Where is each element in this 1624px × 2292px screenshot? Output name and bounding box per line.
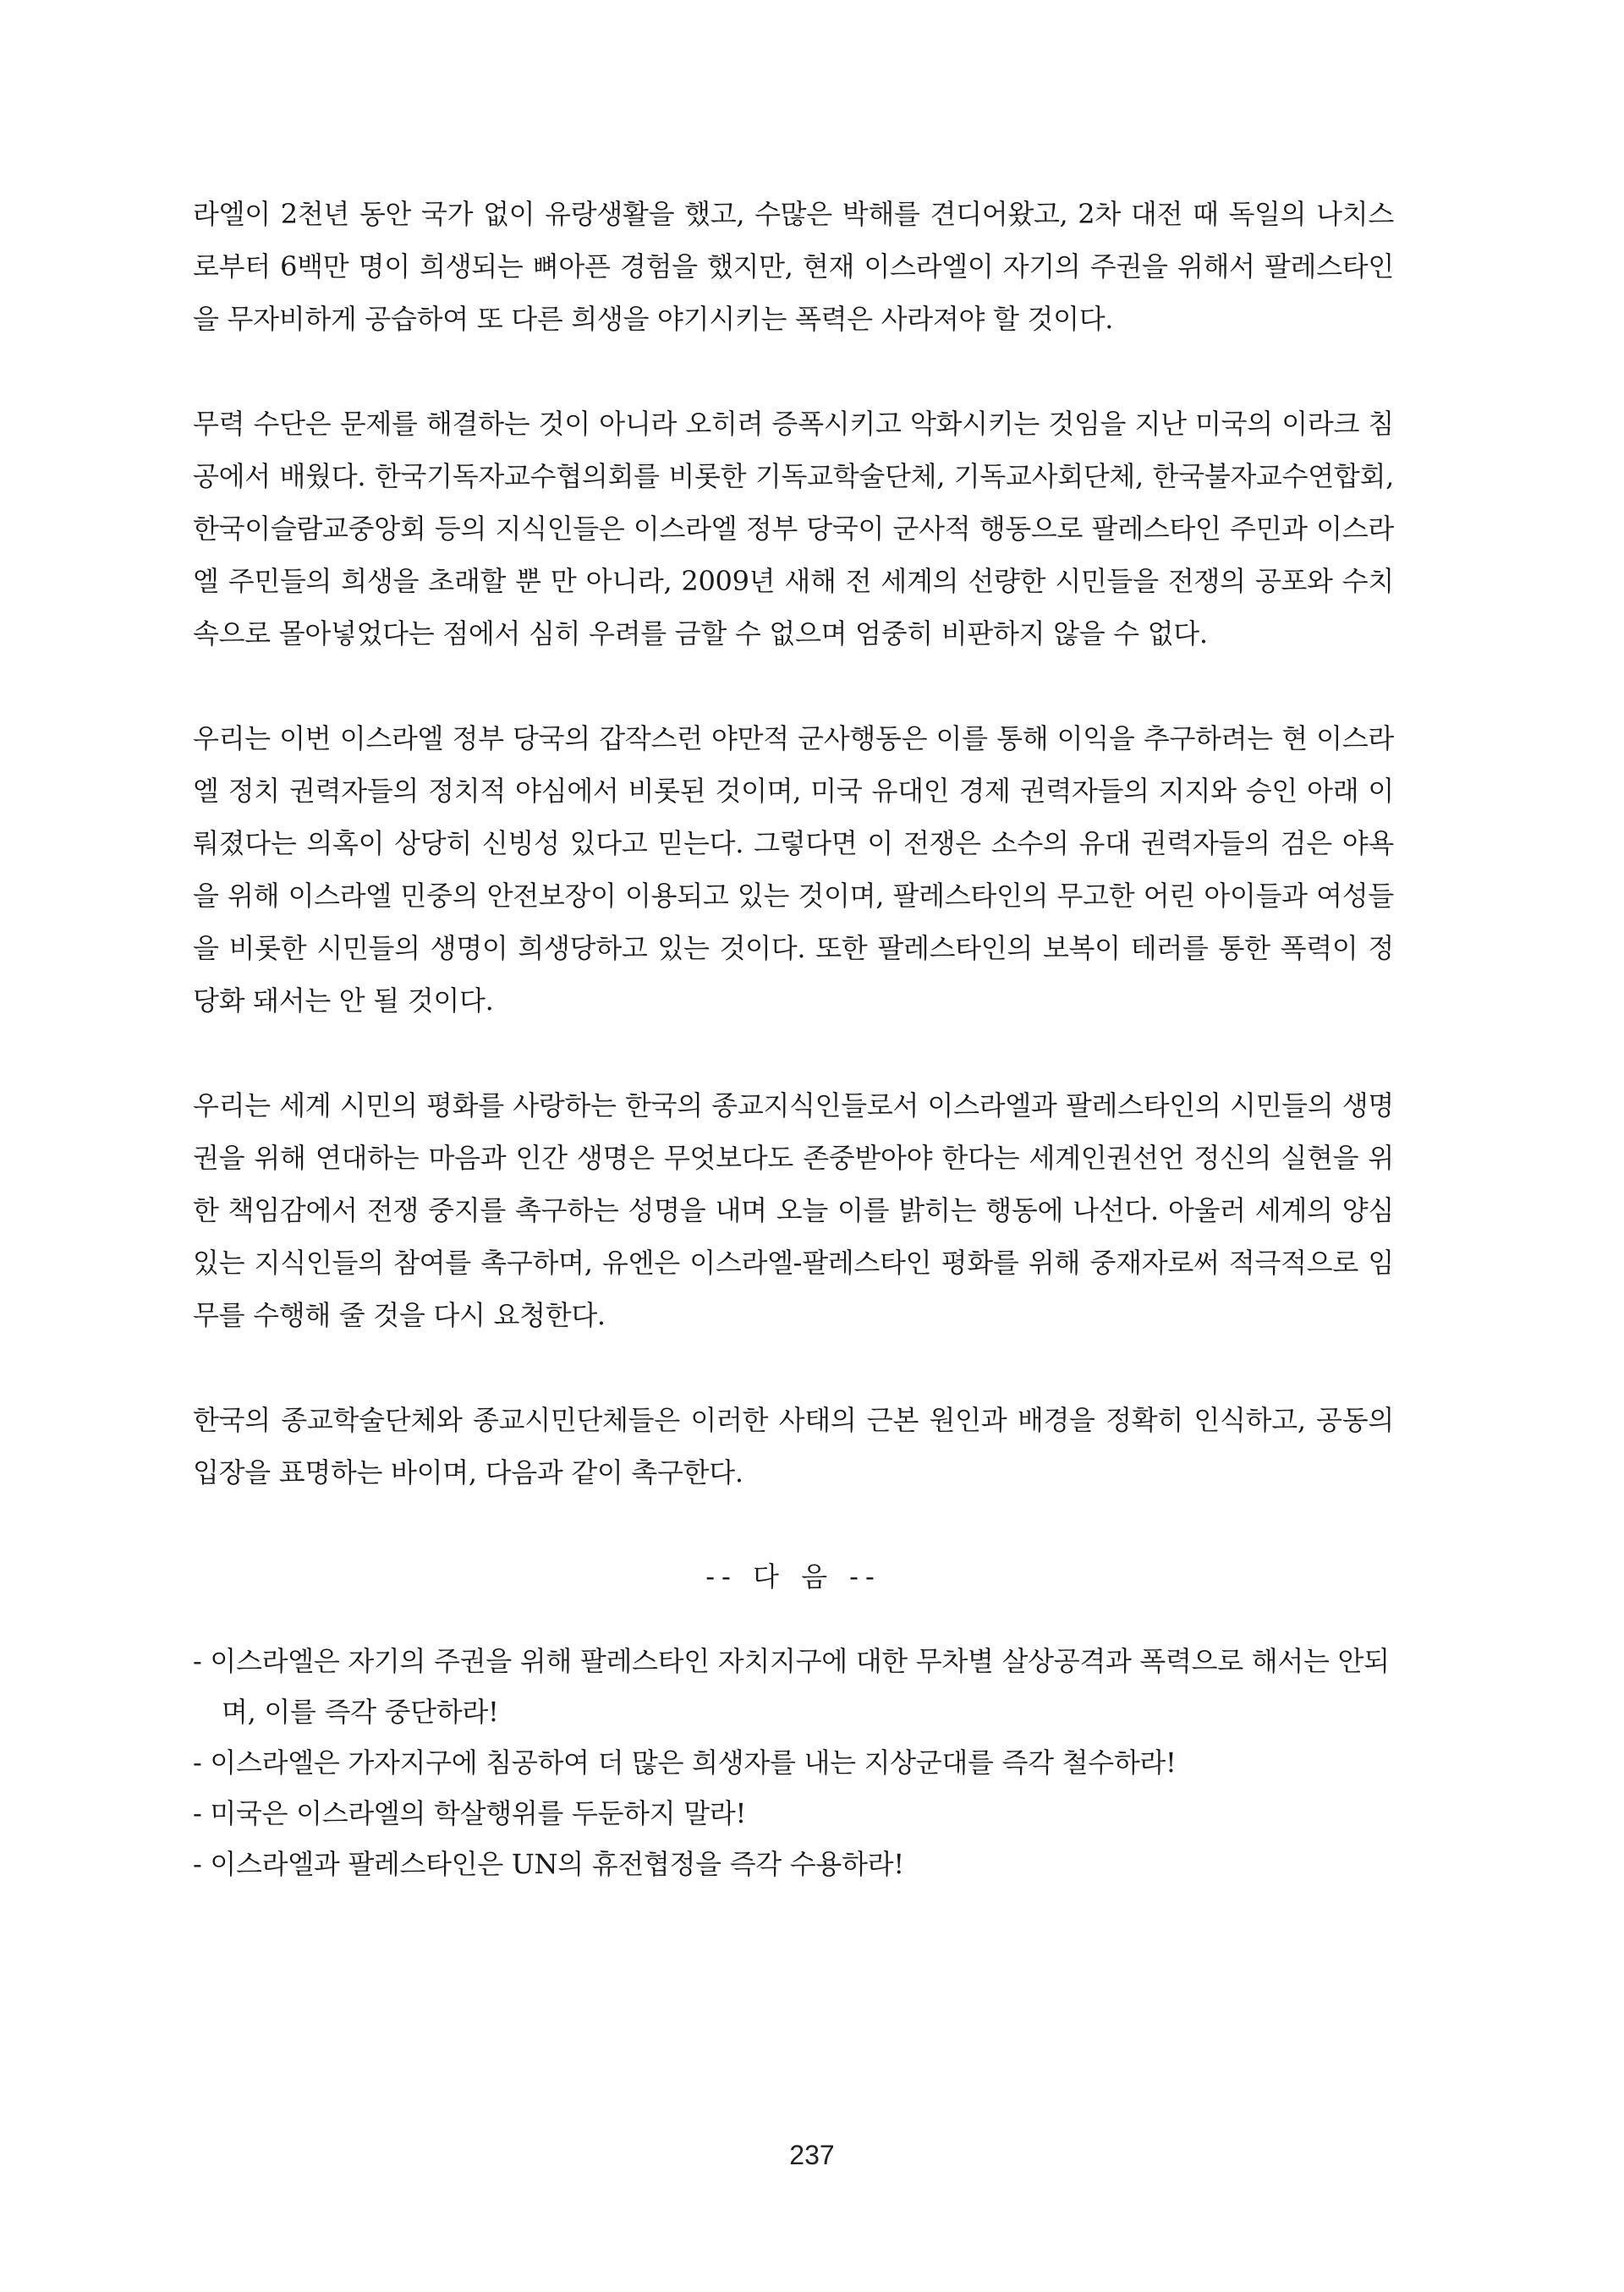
demand-item-4: - 이스라엘과 팔레스타인은 UN의 휴전협정을 즉각 수용하라! <box>193 1848 904 1880</box>
document-page <box>193 188 1394 1889</box>
demand-item-3: - 미국은 이스라엘의 학살행위를 두둔하지 말라! <box>193 1797 747 1829</box>
paragraph-3: 우리는 이번 이스라엘 정부 당국의 갑작스런 야만적 군사행동은 이를 통해 이익을 추구하려는 현 이스라엘 정치 권력자들의 정치적 야심에서 비롯된 것이며, 미국 유대인 경제 권력자들의 지지와 승인 아래 이뤄졌다는 의혹이 상당히 신빙성 있다고 믿는다. 그렇다면 이 전쟁은 소수의 유대 권력자들의 검은 야욕을 위해 이스라엘 민중의 안전보장이 이용되고 있는 것이며, 팔레스타인의 무고한 어린 아이들과 여성들을 비롯한 시민들의 생명이 희생당하고 있는 것이다. 또한 팔레스타인의 보복이 테러를 통한 폭력이 정당화 돼서는 안 될 것이다. <box>193 722 1394 1017</box>
page-number: 237 <box>789 2140 835 2170</box>
paragraph-4: 우리는 세계 시민의 평화를 사랑하는 한국의 종교지식인들로서 이스라엘과 팔레스타인의 시민들의 생명권을 위해 연대하는 마음과 인간 생명은 무엇보다도 존중받아야 한다는 세계인권선언 정신의 실현을 위한 책임감에서 전쟁 중지를 촉구하는 성명을 내며 오늘 이를 밝히는 행동에 나선다. 아울러 세계의 양심있는 지식인들의 참여를 촉구하며, 유엔은 이스라엘-팔레스타인 평화를 위해 중재자로써 적극적으로 임무를 수행해 줄 것을 다시 요청한다. <box>193 1089 1394 1331</box>
demand-item-2: - 이스라엘은 가자지구에 침공하여 더 많은 희생자를 내는 지상군대를 즉각 철수하라! <box>193 1746 1177 1779</box>
paragraph-1: 라엘이 2천년 동안 국가 없이 유랑생활을 했고, 수많은 박해를 견디어왔고, 2차 대전 때 독일의 나치스로부터 6백만 명이 희생되는 뼈아픈 경험을 했지만, 현재 이스라엘이 자기의 주권을 위해서 팔레스타인을 무자비하게 공습하여 또 다른 희생을 야기시키는 폭력은 사라져야 할 것이다. <box>193 198 1394 335</box>
section-separator: -- 다 음 -- <box>705 1560 881 1593</box>
paragraph-5: 한국의 종교학술단체와 종교시민단체들은 이러한 사태의 근본 원인과 배경을 정확히 인식하고, 공동의 입장을 표명하는 바이며, 다음과 같이 촉구한다. <box>193 1404 1394 1489</box>
demand-item-1: - 이스라엘은 자기의 주권을 위해 팔레스타인 자치지구에 대한 무차별 살상공격과 폭력으로 해서는 안되며, 이를 즉각 중단하라! <box>193 1645 1390 1728</box>
demands-list <box>193 1636 1394 1889</box>
paragraph-2: 무력 수단은 문제를 해결하는 것이 아니라 오히려 증폭시키고 악화시키는 것임을 지난 미국의 이라크 침공에서 배웠다. 한국기독자교수협의회를 비롯한 기독교학술단체, 기독교사회단체, 한국불자교수연합회, 한국이슬람교중앙회 등의 지식인들은 이스라엘 정부 당국이 군사적 행동으로 팔레스타인 주민과 이스라엘 주민들의 희생을 초래할 뿐 만 아니라, 2009년 새해 전 세계의 선량한 시민들을 전쟁의 공포와 수치 속으로 몰아넣었다는 점에서 심히 우려를 금할 수 없으며 엄중히 비판하지 않을 수 없다. <box>193 408 1394 650</box>
